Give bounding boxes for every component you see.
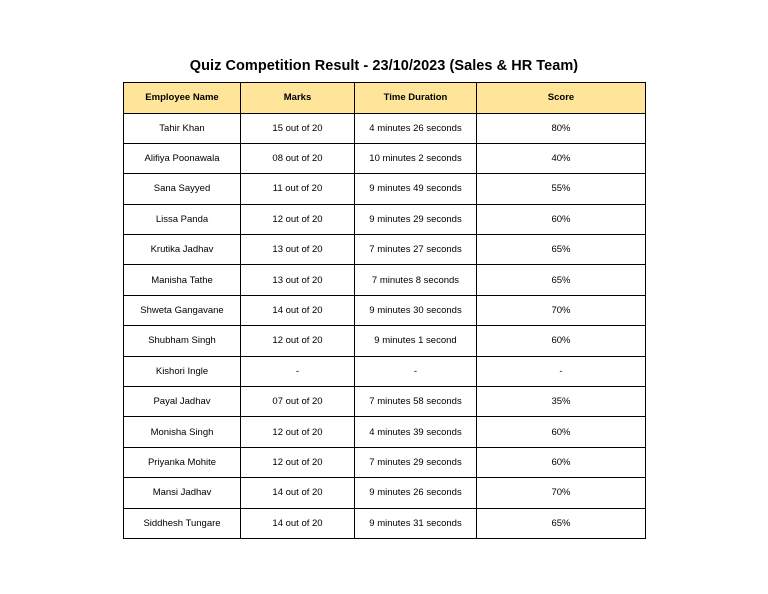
header-score: Score [477, 83, 646, 114]
time-duration-cell: 9 minutes 30 seconds [355, 295, 477, 325]
score-cell: 60% [477, 326, 646, 356]
employee-name-cell: Alifiya Poonawala [124, 143, 241, 173]
time-duration-cell: 9 minutes 26 seconds [355, 478, 477, 508]
table-row [124, 143, 646, 173]
table-row [124, 113, 646, 143]
score-cell: 35% [477, 387, 646, 417]
time-duration-cell: 7 minutes 27 seconds [355, 235, 477, 265]
time-duration-cell: 4 minutes 39 seconds [355, 417, 477, 447]
time-duration-cell: 7 minutes 8 seconds [355, 265, 477, 295]
table-row [124, 295, 646, 325]
marks-cell: 15 out of 20 [241, 113, 355, 143]
employee-name-cell: Monisha Singh [124, 417, 241, 447]
time-duration-cell: 9 minutes 1 second [355, 326, 477, 356]
score-cell: 60% [477, 447, 646, 477]
employee-name-cell: Krutika Jadhav [124, 235, 241, 265]
score-cell: 65% [477, 508, 646, 538]
marks-cell: 12 out of 20 [241, 447, 355, 477]
score-cell: 70% [477, 478, 646, 508]
header-marks: Marks [241, 83, 355, 114]
marks-cell: 13 out of 20 [241, 265, 355, 295]
marks-cell: 08 out of 20 [241, 143, 355, 173]
time-duration-cell: 4 minutes 26 seconds [355, 113, 477, 143]
employee-name-cell: Mansi Jadhav [124, 478, 241, 508]
time-duration-cell: 7 minutes 58 seconds [355, 387, 477, 417]
marks-cell: 14 out of 20 [241, 478, 355, 508]
header-time-duration: Time Duration [355, 83, 477, 114]
employee-name-cell: Priyanka Mohite [124, 447, 241, 477]
table-row [124, 417, 646, 447]
marks-cell: 11 out of 20 [241, 174, 355, 204]
table-row [124, 478, 646, 508]
employee-name-cell: Manisha Tathe [124, 265, 241, 295]
time-duration-cell: 9 minutes 49 seconds [355, 174, 477, 204]
score-cell: 65% [477, 265, 646, 295]
table-row [124, 326, 646, 356]
table-row [124, 174, 646, 204]
employee-name-cell: Siddhesh Tungare [124, 508, 241, 538]
table-row [124, 356, 646, 386]
score-cell: 40% [477, 143, 646, 173]
table-row [124, 204, 646, 234]
time-duration-cell: - [355, 356, 477, 386]
score-cell: 60% [477, 417, 646, 447]
time-duration-cell: 7 minutes 29 seconds [355, 447, 477, 477]
score-cell: 80% [477, 113, 646, 143]
results-table [123, 82, 646, 539]
employee-name-cell: Lissa Panda [124, 204, 241, 234]
table-row [124, 508, 646, 538]
table-header [124, 83, 646, 114]
marks-cell: 12 out of 20 [241, 204, 355, 234]
table-row [124, 447, 646, 477]
score-cell: 60% [477, 204, 646, 234]
employee-name-cell: Shubham Singh [124, 326, 241, 356]
time-duration-cell: 9 minutes 29 seconds [355, 204, 477, 234]
employee-name-cell: Kishori Ingle [124, 356, 241, 386]
header-employee-name: Employee Name [124, 83, 241, 114]
page-title: Quiz Competition Result - 23/10/2023 (Sales & HR Team) [189, 58, 579, 74]
marks-cell: 07 out of 20 [241, 387, 355, 417]
table-row [124, 235, 646, 265]
time-duration-cell: 10 minutes 2 seconds [355, 143, 477, 173]
employee-name-cell: Tahir Khan [124, 113, 241, 143]
score-cell: 70% [477, 295, 646, 325]
header-row [124, 83, 646, 114]
marks-cell: 12 out of 20 [241, 417, 355, 447]
employee-name-cell: Sana Sayyed [124, 174, 241, 204]
marks-cell: 14 out of 20 [241, 508, 355, 538]
score-cell: - [477, 356, 646, 386]
marks-cell: 14 out of 20 [241, 295, 355, 325]
marks-cell: 13 out of 20 [241, 235, 355, 265]
table-body [124, 113, 646, 538]
employee-name-cell: Payal Jadhav [124, 387, 241, 417]
marks-cell: 12 out of 20 [241, 326, 355, 356]
employee-name-cell: Shweta Gangavane [124, 295, 241, 325]
time-duration-cell: 9 minutes 31 seconds [355, 508, 477, 538]
table-row [124, 387, 646, 417]
score-cell: 65% [477, 235, 646, 265]
score-cell: 55% [477, 174, 646, 204]
table-row [124, 265, 646, 295]
marks-cell: - [241, 356, 355, 386]
